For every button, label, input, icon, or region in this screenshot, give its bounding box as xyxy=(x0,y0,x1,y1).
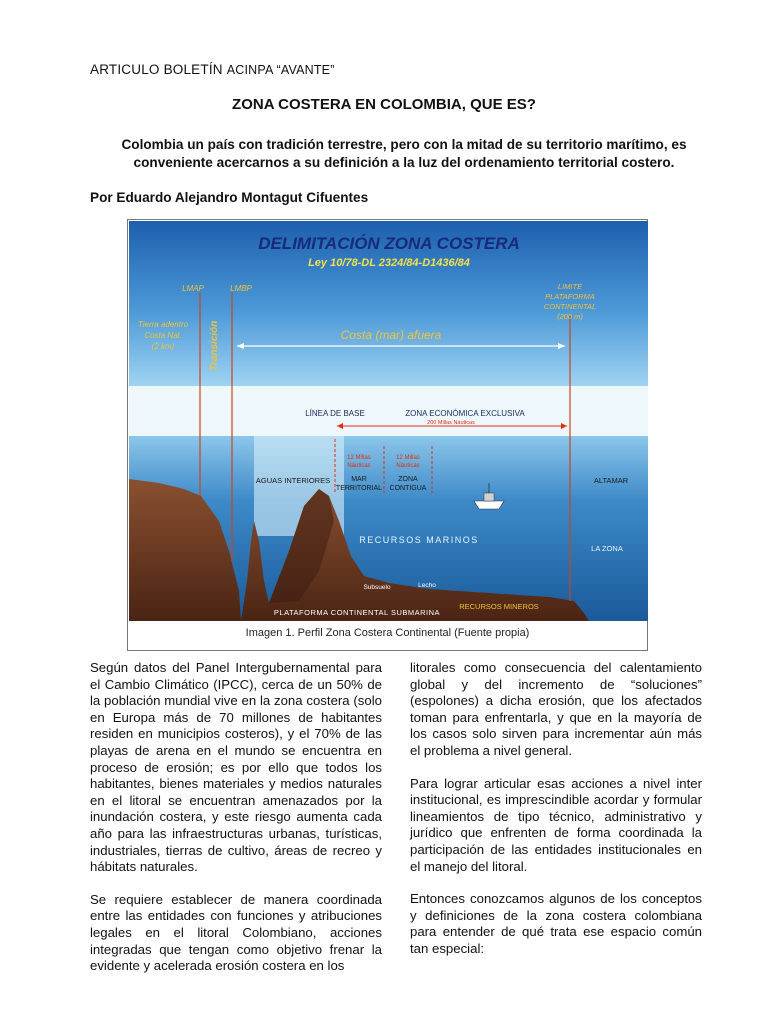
nauticas-12b-label: Náuticas xyxy=(396,463,420,469)
costa-afuera-label: Costa (mar) afuera xyxy=(340,328,442,342)
lmap-label: LMAP xyxy=(182,284,204,293)
millas-200-label: 200 Millas Náuticas xyxy=(427,420,475,426)
body-column-left xyxy=(90,660,382,991)
lmbp-label: LMBP xyxy=(230,284,252,293)
figure-coastal-zone xyxy=(127,219,648,651)
header-label: ARTICULO BOLETÍN xyxy=(90,62,223,77)
limite-label: LIMITE xyxy=(557,282,583,291)
coastal-zone-diagram xyxy=(129,221,648,621)
two-km-label: (2 km) xyxy=(151,342,175,351)
paragraph-ipcc: Según datos del Panel Intergubernamental para el Cambio Climático (IPCC), cerca de un 50% de la población mundial vive en la zona costera (solo en Europa más de 70 millones de habitantes residen en municipios costeros), y el 70% de las playas de arena en el mundo se encuentra en proceso de erosión; es por ello que todos los habitantes, bienes materiales y medios naturales en el litoral se encuentran amenazados por la inundación costera, y este riesgo aumenta cada año para las infraestructuras urbanas, turísticas, industriales, tierras de cultivo, áreas de recreo y hábitats naturales. xyxy=(90,660,382,875)
depth-label: (200 m) xyxy=(557,312,583,321)
header-source: ACINPA “AVANTE” xyxy=(226,63,335,77)
transicion-label: Transición xyxy=(209,320,220,371)
paragraph-coordination: Se requiere establecer de manera coordinada entre las entidades con funciones y atribuciones legales en el litoral Colombiano, acciones integradas que tengan como objetivo frenar la evidente y acelerada erosión costera en los xyxy=(90,891,382,974)
plataforma-label: PLATAFORMA xyxy=(545,292,595,301)
figure-caption: Imagen 1. Perfil Zona Costera Continental (Fuente propia) xyxy=(245,627,530,639)
plataforma-submarina-label: PLATAFORMA CONTINENTAL SUBMARINA xyxy=(273,608,441,617)
paragraph-institutional: Para lograr articular esas acciones a nivel inter institucional, es imprescindible acordar y formular lineamientos de tipo técnico, administrativo y jurídico que enfrenten de forma coordinada la participación de las entidades institucionales en el manejo del litoral. xyxy=(410,775,702,874)
la-zona-label: LA ZONA xyxy=(591,544,623,553)
tierra-adentro-label: Tierra adentro xyxy=(137,320,189,329)
article-author: Por Eduardo Alejandro Montagut Cifuentes xyxy=(90,190,369,205)
aguas-interiores-label: AGUAS INTERIORES xyxy=(255,476,331,485)
zona-label: ZONA xyxy=(398,476,418,483)
nauticas-12a-label: Náuticas xyxy=(347,463,371,469)
recursos-mineros-label: RECURSOS MINEROS xyxy=(459,602,539,611)
altamar-label: ALTAMAR xyxy=(593,476,629,485)
article-title: ZONA COSTERA EN COLOMBIA, QUE ES? xyxy=(232,96,536,113)
article-subtitle: Colombia un país con tradición terrestre, pero con la mitad de su territorio marítimo, es conveniente acercarnos a su definición a la luz del ordenamiento territorial costero. xyxy=(121,137,687,170)
recursos-marinos-label: RECURSOS MARINOS xyxy=(359,535,479,545)
lecho-label: Lecho xyxy=(418,582,436,589)
figure-title: DELIMITACIÓN ZONA COSTERA xyxy=(258,234,520,253)
figure-law-reference: Ley 10/78-DL 2324/84-D1436/84 xyxy=(308,257,470,269)
costa-nal-label: Costa Nal. xyxy=(144,331,182,340)
continental-label: CONTINENTAL xyxy=(543,302,597,311)
paragraph-concepts: Entonces conozcamos algunos de los conceptos y definiciones de la zona costera colombiana para entender de qué trata ese espacio común tan especial: xyxy=(410,891,702,956)
territorial-label: TERRITORIAL xyxy=(335,485,383,492)
contigua-label: CONTIGUA xyxy=(389,485,427,492)
linea-base-label: LÍNEA DE BASE xyxy=(305,409,365,418)
millas-12a-label: 12 Millas xyxy=(347,455,371,461)
subsuelo-label: Subsuelo xyxy=(363,584,391,591)
mar-label: MAR xyxy=(351,476,367,483)
zee-label: ZONA ECONÓMICA EXCLUSIVA xyxy=(405,409,525,418)
body-column-right xyxy=(410,660,702,974)
paragraph-erosion: litorales como consecuencia del calentamiento global y del incremento de “soluciones” (espolones) a dicha erosión, que los afectados toman para enfrentarla, y que en la mayoría de los casos solo sirven para incrementar aún más el problema a nivel general. xyxy=(410,660,702,758)
article-header xyxy=(90,62,335,77)
millas-12b-label: 12 Millas xyxy=(396,455,420,461)
